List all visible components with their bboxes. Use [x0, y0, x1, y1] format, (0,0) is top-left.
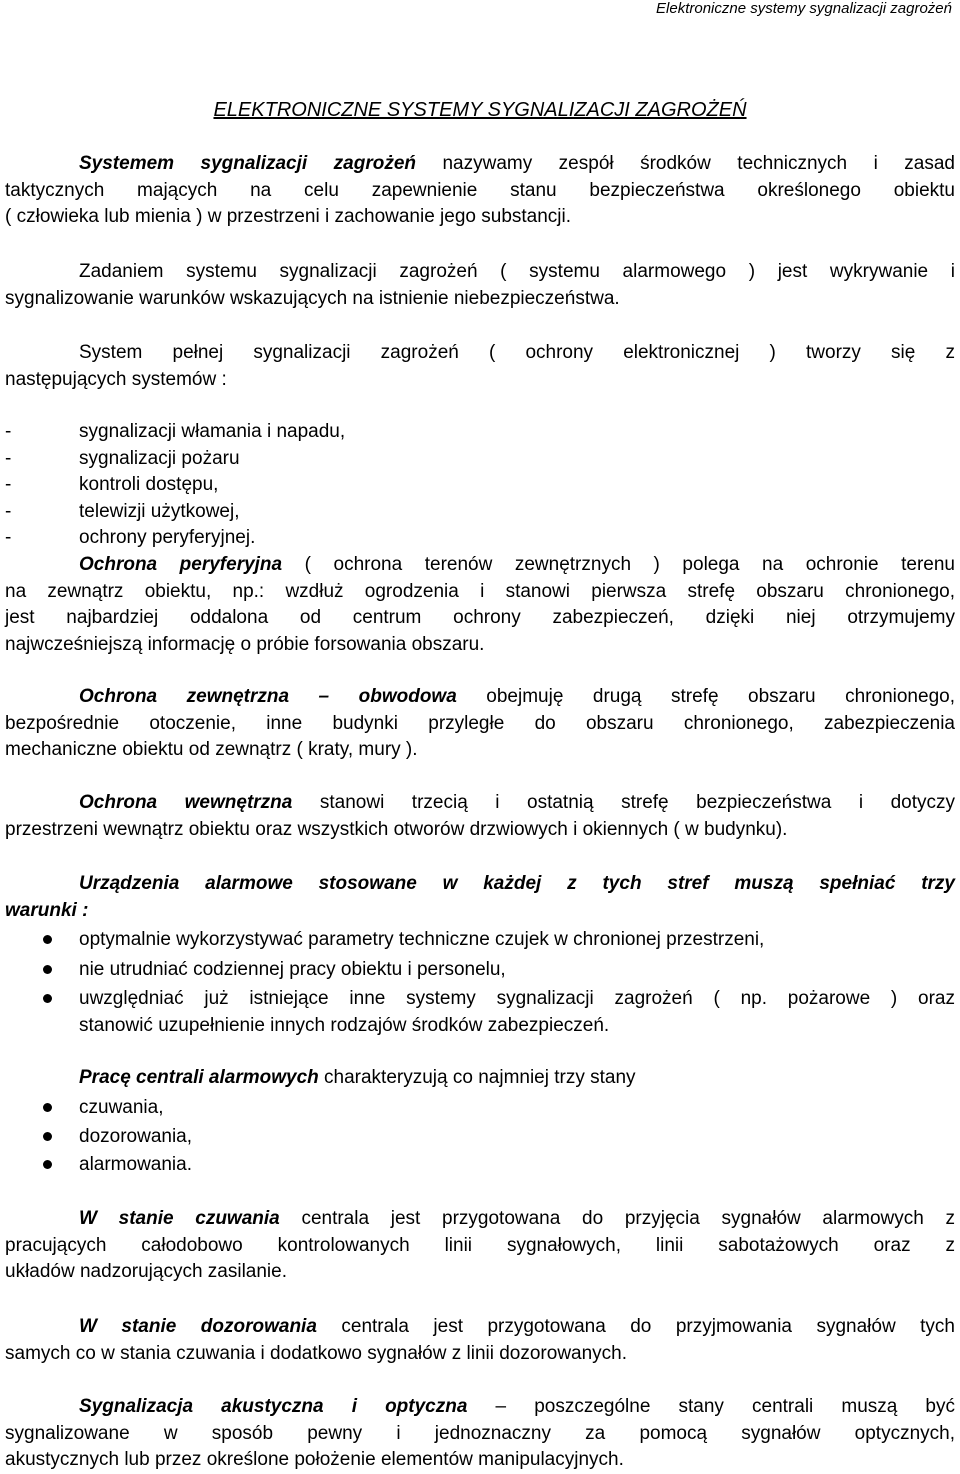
paragraph-line — [5, 1065, 955, 1092]
bullet-dot-icon — [43, 1132, 52, 1141]
paragraph-line — [5, 684, 955, 711]
paragraph-line: jest najbardziej oddalona od centrum ochrony zabezpieczeń, dzięki niej otrzymujemy — [5, 607, 955, 628]
dash-marker: - — [5, 421, 12, 442]
paragraph-line — [5, 151, 955, 178]
term-systemem: Systemem sygnalizacji zagrożeń — [79, 153, 416, 174]
bullet-item — [5, 985, 955, 1039]
paragraph-line — [5, 790, 955, 817]
bullet-item — [5, 956, 955, 983]
paragraph-line: ( człowieka lub mienia ) w przestrzeni i zachowanie jego substancji. — [5, 206, 572, 227]
paragraph-line — [5, 1314, 955, 1341]
list-item-text: kontroli dostępu, — [79, 474, 219, 495]
bullet-item — [5, 1094, 955, 1121]
bullet-text: nie utrudniać codziennej pracy obiektu i personelu, — [79, 959, 506, 980]
paragraph-supervision — [5, 1314, 955, 1367]
bullet-item — [5, 1151, 955, 1178]
paragraph-line: pracujących całodobowo kontrolowanych linii sygnałowych, linii sabotażowych oraz z — [5, 1234, 955, 1256]
paragraph-line: akustycznych lub przez określone położenie elementów manipulacyjnych. — [5, 1449, 624, 1470]
paragraph-signaling — [5, 1394, 955, 1474]
bullet-text: czuwania, — [79, 1097, 164, 1118]
text-run: stanowi trzecią i ostatnią strefę bezpieczeństwa i dotyczy — [292, 792, 955, 813]
paragraph-line: warunki : — [5, 899, 89, 921]
dash-marker: - — [5, 527, 12, 548]
text-run: nazywamy zespół środków technicznych i zasad — [416, 153, 955, 174]
bullet-item — [5, 926, 955, 953]
document-title: ELEKTRONICZNE SYSTEMY SYGNALIZACJI ZAGROŻEŃ — [213, 99, 747, 121]
paragraph-line: na zewnątrz obiektu, np.: wzdłuż ogrodzenia i stanowi pierwsza strefę obszaru chronionego, — [5, 580, 955, 602]
paragraph-internal — [5, 790, 955, 843]
paragraph-external — [5, 684, 955, 764]
paragraph-line: samych co w stania czuwania i dodatkowo sygnałów z linii dozorowanych. — [5, 1342, 628, 1364]
bullet-text: dozorowania, — [79, 1126, 193, 1147]
paragraph-line — [5, 552, 955, 579]
text-run: obejmuję drugą strefę obszaru chronionego, — [456, 686, 955, 707]
paragraph-line: następujących systemów : — [5, 368, 227, 390]
text-run: ( ochrona terenów zewnętrznych ) polega na ochronie terenu — [282, 554, 955, 575]
paragraph-peripheral — [5, 552, 955, 658]
paragraph-line: układów nadzorujących zasilanie. — [5, 1261, 287, 1282]
dash-marker: - — [5, 474, 12, 495]
paragraph-line: Urządzenia alarmowe stosowane w każdej z tych stref muszą spełniać trzy — [79, 873, 955, 894]
paragraph-requirements — [5, 871, 955, 924]
paragraph-line: Zadaniem systemu sygnalizacji zagrożeń ( systemu alarmowego ) jest wykrywanie i — [79, 261, 955, 282]
text-run: centrala jest przygotowana do przyjęcia sygnałów alarmowych z — [279, 1208, 956, 1229]
paragraph-line: sygnalizowane w sposób pewny i jednoznaczny za pomocą sygnałów optycznych, — [5, 1422, 955, 1444]
paragraph-task — [5, 259, 955, 312]
term-ochrona-wewnetrzna: Ochrona wewnętrzna — [79, 792, 293, 813]
list-item-text: telewizji użytkowej, — [79, 501, 240, 522]
bullet-text: uwzględniać już istniejące inne systemy sygnalizacji zagrożeń ( np. pożarowe ) oraz — [79, 988, 955, 1009]
list-item-text: sygnalizacji włamania i napadu, — [79, 421, 346, 442]
term-sygnalizacja: Sygnalizacja akustyczna i optyczna — [79, 1396, 468, 1417]
term-stan-czuwania: W stanie czuwania — [79, 1208, 280, 1229]
paragraph-line — [5, 1206, 955, 1233]
term-ochrona-peryferyjna: Ochrona peryferyjna — [79, 554, 283, 575]
term-stan-dozorowania: W stanie dozorowania — [79, 1316, 317, 1337]
paragraph-states — [5, 1065, 955, 1092]
paragraph-line: bezpośrednie otoczenie, inne budynki przyległe do obszaru chronionego, zabezpieczenia — [5, 712, 955, 734]
paragraph-line: System pełnej sygnalizacji zagrożeń ( ochrony elektronicznej ) tworzy się z — [79, 342, 955, 363]
bullet-dot-icon — [43, 965, 52, 974]
bullet-text: stanowić uzupełnienie innych rodzajów środków zabezpieczeń. — [79, 1015, 610, 1036]
bullet-dot-icon — [43, 935, 52, 944]
bullet-dot-icon — [43, 1103, 52, 1112]
dash-marker: - — [5, 501, 12, 522]
bullet-dot-icon — [43, 1160, 52, 1169]
text-run: – poszczególne stany centrali muszą być — [467, 1396, 955, 1417]
paragraph-line: taktycznych mających na celu zapewnienie stanu bezpieczeństwa określonego obiektu — [5, 179, 955, 201]
bullet-text: alarmowania. — [79, 1154, 192, 1175]
paragraph-line — [5, 1394, 955, 1421]
text-run: charakteryzują co najmniej trzy stany — [318, 1067, 636, 1088]
running-header: Elektroniczne systemy sygnalizacji zagrożeń — [656, 0, 952, 17]
list-item-text: sygnalizacji pożaru — [79, 448, 240, 469]
bullet-text: optymalnie wykorzystywać parametry techniczne czujek w chronionej przestrzeni, — [79, 929, 765, 950]
bullet-dot-icon — [43, 994, 52, 1003]
paragraph-line: najwcześniejszą informację o próbie forsowania obszaru. — [5, 633, 485, 655]
paragraph-line: sygnalizowanie warunków wskazujących na istnienie niebezpieczeństwa. — [5, 287, 620, 309]
text-run: centrala jest przygotowana do przyjmowania sygnałów tych — [316, 1316, 955, 1337]
paragraph-line: przestrzeni wewnątrz obiektu oraz wszystkich otworów drzwiowych i okiennych ( w budynku). — [5, 818, 788, 840]
term-ochrona-zewnetrzna: Ochrona zewnętrzna – obwodowa — [79, 686, 457, 707]
paragraph-system — [5, 340, 955, 393]
paragraph-line: mechaniczne obiektu od zewnątrz ( kraty, mury ). — [5, 739, 418, 760]
dash-marker: - — [5, 448, 12, 469]
bullet-item — [5, 1123, 955, 1150]
paragraph-standby — [5, 1206, 955, 1286]
paragraph-definition — [5, 151, 955, 231]
list-item-text: ochrony peryferyjnej. — [79, 527, 256, 548]
term-prace-centrali: Pracę centrali alarmowych — [79, 1067, 319, 1088]
